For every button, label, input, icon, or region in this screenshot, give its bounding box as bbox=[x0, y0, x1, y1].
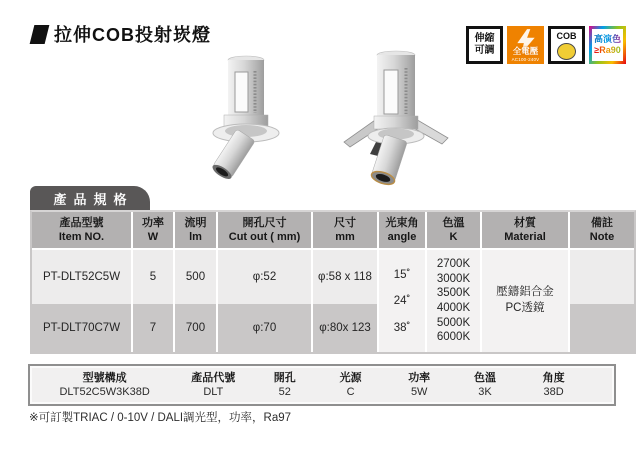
page-title: 拉伸COB投射崁燈 bbox=[54, 25, 211, 45]
model-code-col: 開孔 52 bbox=[273, 371, 296, 398]
spec-tab-label: 產品規格 bbox=[53, 191, 134, 207]
badge-subtext: AC100-240V bbox=[511, 56, 540, 62]
table-cell-lumen: 500 bbox=[175, 250, 218, 304]
model-code-col: 型號構成 DLT52C5W3K38D bbox=[59, 371, 150, 398]
table-cell-beam-angles: 15˚ 24˚ 38˚ bbox=[379, 250, 427, 352]
col-header-lumen: 流明 lm bbox=[175, 212, 218, 250]
table-cell-size: φ:80x 123 bbox=[313, 304, 379, 352]
badge-text: 伸縮 bbox=[474, 33, 495, 44]
table-cell-note bbox=[570, 250, 634, 304]
model-code-col: 功率 5W bbox=[408, 371, 431, 398]
table-cell-lumen: 700 bbox=[175, 304, 218, 352]
feature-badges bbox=[466, 26, 626, 64]
table-cell-item-no: PT-DLT52C5W bbox=[32, 250, 133, 304]
table-cell-size: φ:58 x 118 bbox=[313, 250, 379, 304]
table-cell-wattage: 7 bbox=[133, 304, 175, 352]
badge-text: 高演色 bbox=[593, 33, 621, 44]
badge-text: COB bbox=[556, 30, 577, 41]
model-code-col: 角度 38D bbox=[542, 371, 565, 398]
col-header-cutout: 開孔尺寸 Cut out ( mm) bbox=[218, 212, 313, 250]
col-header-note: 備註 Note bbox=[570, 212, 634, 250]
spec-table bbox=[30, 210, 636, 354]
col-header-wattage: 功率 W bbox=[133, 212, 175, 250]
model-code-col: 產品代號 DLT bbox=[191, 371, 236, 398]
table-cell-color-temps: 2700K 3000K 3500K 4000K 5000K 6000K bbox=[427, 250, 482, 352]
badge-text: ≥Ra90 bbox=[594, 45, 621, 56]
table-cell-note bbox=[570, 304, 634, 352]
product-image-right bbox=[330, 50, 462, 195]
col-header-item-no: 產品型號 Item NO. bbox=[32, 212, 133, 250]
cob-badge bbox=[548, 26, 585, 64]
col-header-angle: 光束角 angle bbox=[379, 212, 427, 250]
col-header-material: 材質 Material bbox=[482, 212, 570, 250]
stretch-adjustable-badge bbox=[466, 26, 503, 64]
cob-led-icon bbox=[557, 43, 576, 60]
title-row bbox=[28, 21, 211, 47]
badge-text: 可調 bbox=[474, 45, 495, 56]
custom-order-footnote: ※可訂製TRIAC / 0-10V / DALI調光型，功率，Ra97 bbox=[29, 412, 292, 424]
table-cell-cutout: φ:70 bbox=[218, 304, 313, 352]
model-code-table bbox=[28, 364, 616, 406]
badge-text: 全電壓 bbox=[512, 45, 539, 56]
high-cri-badge bbox=[589, 26, 626, 64]
title-square-icon bbox=[30, 25, 50, 44]
col-header-size: 尺寸 mm bbox=[313, 212, 379, 250]
table-cell-cutout: φ:52 bbox=[218, 250, 313, 304]
product-image-left bbox=[188, 55, 306, 196]
table-cell-material: 壓鑄鋁合金 PC透鏡 bbox=[482, 250, 570, 352]
model-code-col: 色溫 3K bbox=[473, 371, 496, 398]
table-cell-wattage: 5 bbox=[133, 250, 175, 304]
col-header-cct: 色溫 K bbox=[427, 212, 482, 250]
table-cell-item-no: PT-DLT70C7W bbox=[32, 304, 133, 352]
model-code-col: 光源 C bbox=[339, 371, 362, 398]
spec-section-tab bbox=[30, 186, 150, 210]
full-voltage-badge bbox=[507, 26, 544, 64]
